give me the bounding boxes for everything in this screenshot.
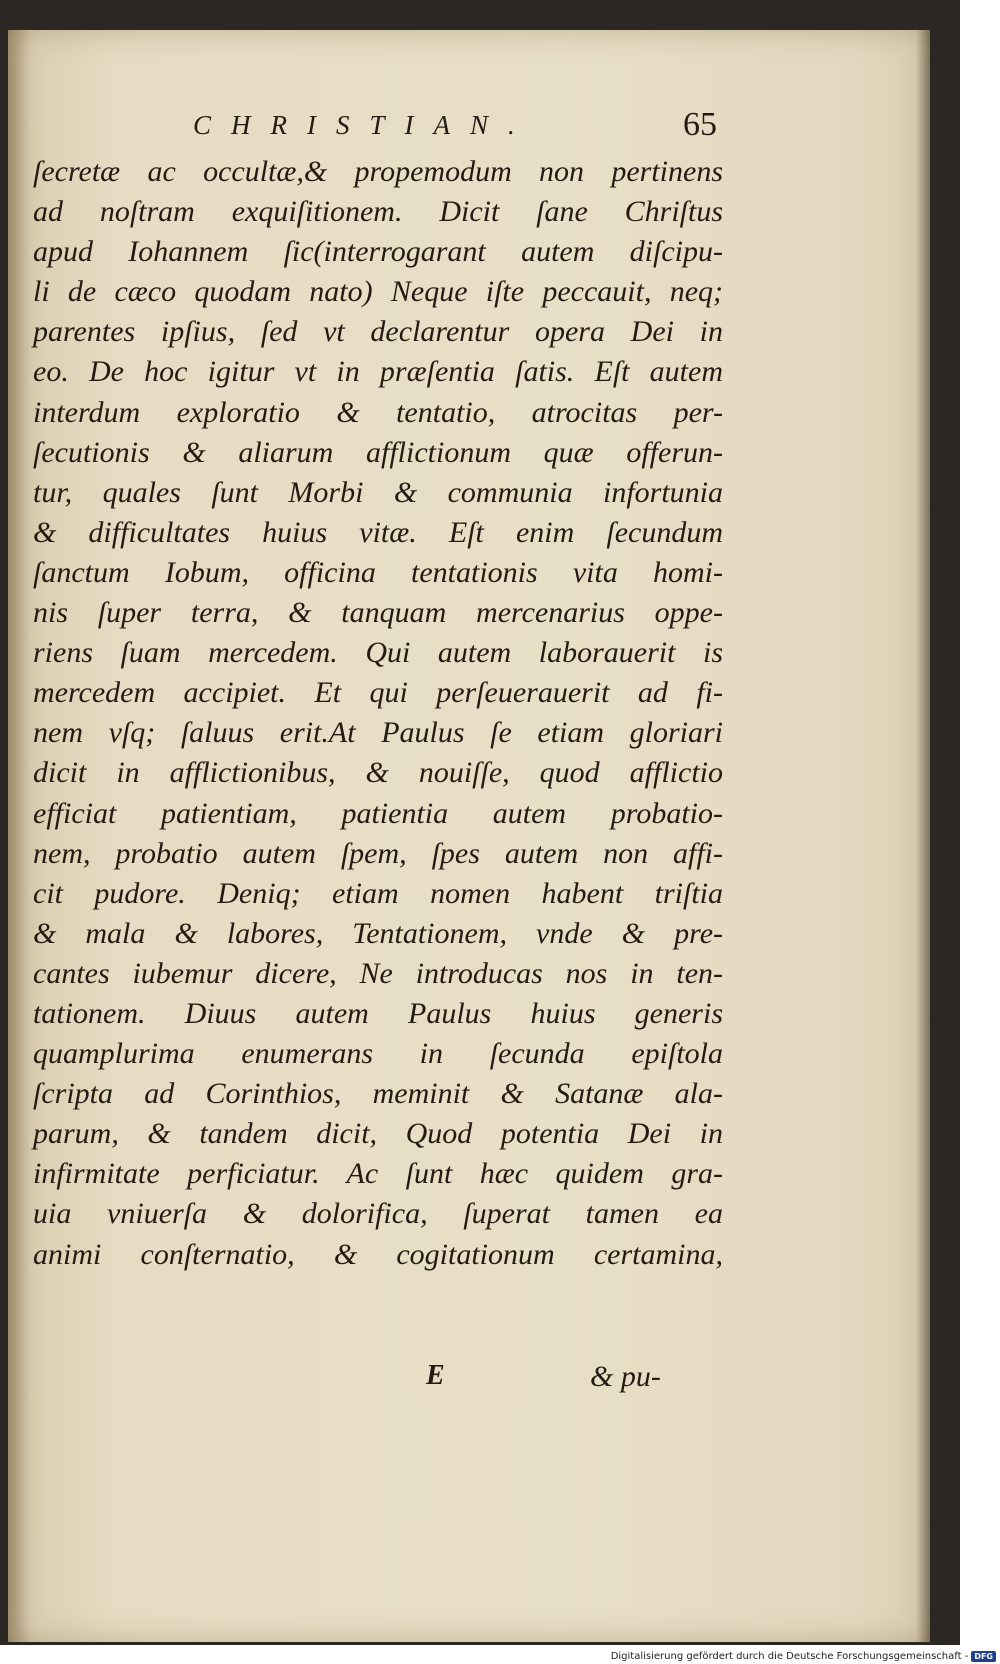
book-page <box>8 30 930 1642</box>
running-head: CHRISTIAN. <box>193 110 535 140</box>
text-line: & difficultates huius vitæ. Eſt enim ſecundum <box>33 515 723 549</box>
text-line: li de cæco quodam nato) Neque iſte peccauit, neq; <box>33 275 723 309</box>
text-line: cantes iubemur dicere, Ne introducas nos in ten- <box>33 956 723 990</box>
text-line: infirmitate perficiatur. Ac ſunt hæc quidem gra- <box>33 1157 723 1191</box>
text-line: mercedem accipiet. Et qui perſeuerauerit ad fi- <box>33 676 723 710</box>
text-line: nem vſq; ſaluus erit.At Paulus ſe etiam gloriari <box>33 716 723 750</box>
credit-text: Digitalisierung gefördert durch die Deutsche Forschungsgemeinschaft - <box>610 1651 969 1662</box>
text-line: ad noſtram exquiſitionem. Dicit ſane Chriſtus <box>33 195 723 229</box>
text-line: apud Iohannem ſic(interrogarant autem diſcipu- <box>33 235 723 269</box>
dfg-logo: DFG <box>971 1651 996 1662</box>
text-line: dicit in afflictionibus, & nouiſſe, quod afflictio <box>33 756 723 790</box>
text-line: quamplurima enumerans in ſecunda epiſtola <box>33 1037 723 1071</box>
text-line: nem, probatio autem ſpem, ſpes autem non affi- <box>33 836 723 870</box>
body-text <box>33 152 723 1275</box>
page-number: 65 <box>683 106 717 143</box>
text-line: riens ſuam mercedem. Qui autem laborauerit is <box>33 636 723 670</box>
text-line: tationem. Diuus autem Paulus huius generis <box>33 996 723 1030</box>
text-line: nis ſuper terra, & tanquam mercenarius oppe- <box>33 596 723 630</box>
text-line: ſecretæ ac occultæ,& propemodum non pertinens <box>33 155 723 188</box>
text-line: animi conſternatio, & cogitationum certamina, <box>33 1237 723 1271</box>
digitization-credit <box>611 1651 996 1662</box>
text-line: parentes ipſius, ſed vt declarentur opera Dei in <box>33 315 723 349</box>
text-line: ſcripta ad Corinthios, meminit & Satanæ ala- <box>33 1077 723 1111</box>
text-line: uia vniuerſa & dolorifica, ſuperat tamen ea <box>33 1197 723 1231</box>
text-line: interdum exploratio & tentatio, atrocitas per- <box>33 395 723 429</box>
text-line: & mala & labores, Tentationem, vnde & pre- <box>33 916 723 950</box>
catchword: & pu- <box>590 1360 661 1393</box>
text-line: ſecutionis & aliarum afflictionum quæ offerun- <box>33 435 723 469</box>
text-line: cit pudore. Deniq; etiam nomen habent triſtia <box>33 876 723 910</box>
signature-mark: E <box>426 1360 445 1391</box>
page-foot <box>8 1360 930 1400</box>
text-line: efficiat patientiam, patientia autem probatio- <box>33 796 723 830</box>
text-line: eo. De hoc igitur vt in præſentia ſatis. Eſt autem <box>33 355 723 389</box>
text-line: ſanctum Iobum, officina tentationis vita homi- <box>33 555 723 589</box>
text-line: tur, quales ſunt Morbi & communia infortunia <box>33 475 723 509</box>
text-line: parum, & tandem dicit, Quod potentia Dei in <box>33 1117 723 1151</box>
